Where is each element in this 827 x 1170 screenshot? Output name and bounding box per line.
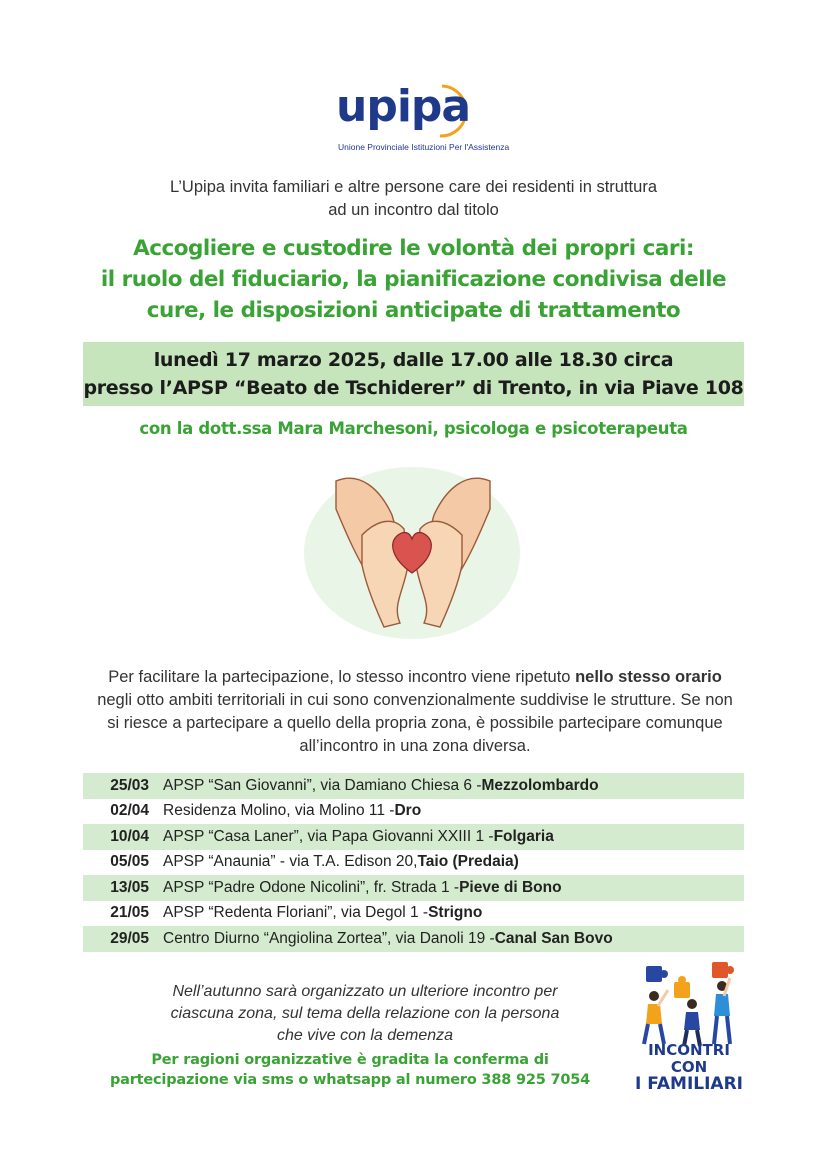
schedule-date: 05/05 (110, 853, 149, 871)
event-details (83, 346, 744, 402)
schedule-row (83, 773, 744, 799)
schedule-venue: Residenza Molino, via Molino 11 - (163, 802, 395, 820)
autumn-note (100, 981, 630, 1047)
schedule-venue: Centro Diurno “Angiolina Zortea”, via Danoli 19 - (163, 929, 495, 947)
intro-text (0, 176, 827, 222)
schedule-place: Canal San Bovo (494, 929, 613, 947)
schedule-venue: APSP “Padre Odone Nicolini”, fr. Strada 1 - (163, 878, 460, 896)
schedule-place: Mezzolombardo (481, 776, 599, 794)
title-line: il ruolo del fiduciario, la pianificazione condivisa delle (100, 267, 727, 292)
title-line: cure, le disposizioni anticipate di trattamento (146, 298, 681, 323)
autumn-line: Nell’autunno sarà organizzato un ulteriore incontro per (172, 983, 558, 1000)
intro-line: ad un incontro dal titolo (328, 201, 499, 219)
confirm-line: partecipazione via sms o whatsapp al numero 388 925 7054 (109, 1072, 591, 1088)
event-date: lunedì 17 marzo 2025, dalle 17.00 alle 18.30 circa (153, 349, 674, 371)
autumn-line: ciascuna zona, sul tema della relazione con la persona (170, 1005, 560, 1022)
people-puzzle-icon (630, 958, 750, 1048)
schedule-venue: APSP “San Giovanni”, via Damiano Chiesa 6 - (163, 776, 482, 794)
schedule-row (83, 850, 744, 876)
paragraph-text: negli otto ambiti territoriali in cui sono convenzionalmente suddivise le strutture. Se non si riesce a partecipare a quello della propria zona, è possibile partecipare comunque all’incontro in una zona diversa. (97, 691, 733, 755)
intro-line: L’Upipa invita familiari e altre persone care dei residenti in struttura (170, 178, 657, 196)
schedule-table (83, 773, 744, 952)
schedule-date: 10/04 (110, 827, 149, 845)
hands-holding-heart-icon (300, 465, 525, 640)
schedule-row (83, 875, 744, 901)
event-location: presso l’APSP “Beato de Tschiderer” di Trento, in via Piave 108 (83, 377, 744, 399)
autumn-line: che vive con la demenza (276, 1027, 454, 1044)
schedule-date: 02/04 (110, 802, 149, 820)
speaker-line: con la dott.ssa Mara Marchesoni, psicologa e psicoterapeuta (139, 419, 688, 438)
schedule-row (83, 824, 744, 850)
family-logo-line: I FAMILIARI (634, 1074, 744, 1094)
schedule-date: 21/05 (110, 904, 149, 922)
title-line: Accogliere e custodire le volontà dei propri cari: (133, 236, 694, 261)
paragraph-emphasis: nello stesso orario (575, 668, 722, 686)
confirmation-note (80, 1050, 620, 1090)
event-title (0, 233, 827, 326)
info-paragraph (90, 666, 740, 758)
schedule-place: Pieve di Bono (459, 878, 562, 896)
schedule-place: Strigno (428, 904, 483, 922)
confirm-line: Per ragioni organizzative è gradita la conferma di (151, 1052, 549, 1068)
schedule-date: 29/05 (110, 929, 149, 947)
schedule-row (83, 901, 744, 927)
logo-wordmark: upipa (336, 81, 471, 132)
schedule-venue: APSP “Redenta Floriani”, via Degol 1 - (163, 904, 429, 922)
schedule-date: 25/03 (110, 776, 149, 794)
paragraph-text: Per facilitare la partecipazione, lo stesso incontro viene ripetuto (108, 668, 576, 686)
upipa-logo (330, 80, 510, 160)
schedule-venue: APSP “Casa Laner”, via Papa Giovanni XXIII 1 - (163, 827, 494, 845)
schedule-place: Dro (394, 802, 422, 820)
schedule-place: Taio (Predaia) (417, 853, 519, 871)
logo-subtitle: Unione Provinciale Istituzioni Per l'Assistenza (338, 142, 510, 152)
schedule-venue: APSP “Anaunia” - via T.A. Edison 20, (163, 853, 418, 871)
schedule-row (83, 926, 744, 952)
family-meetings-logo (628, 1042, 750, 1093)
schedule-place: Folgaria (493, 827, 554, 845)
schedule-row (83, 799, 744, 825)
family-logo-line: INCONTRI CON (648, 1041, 730, 1076)
schedule-date: 13/05 (110, 878, 149, 896)
